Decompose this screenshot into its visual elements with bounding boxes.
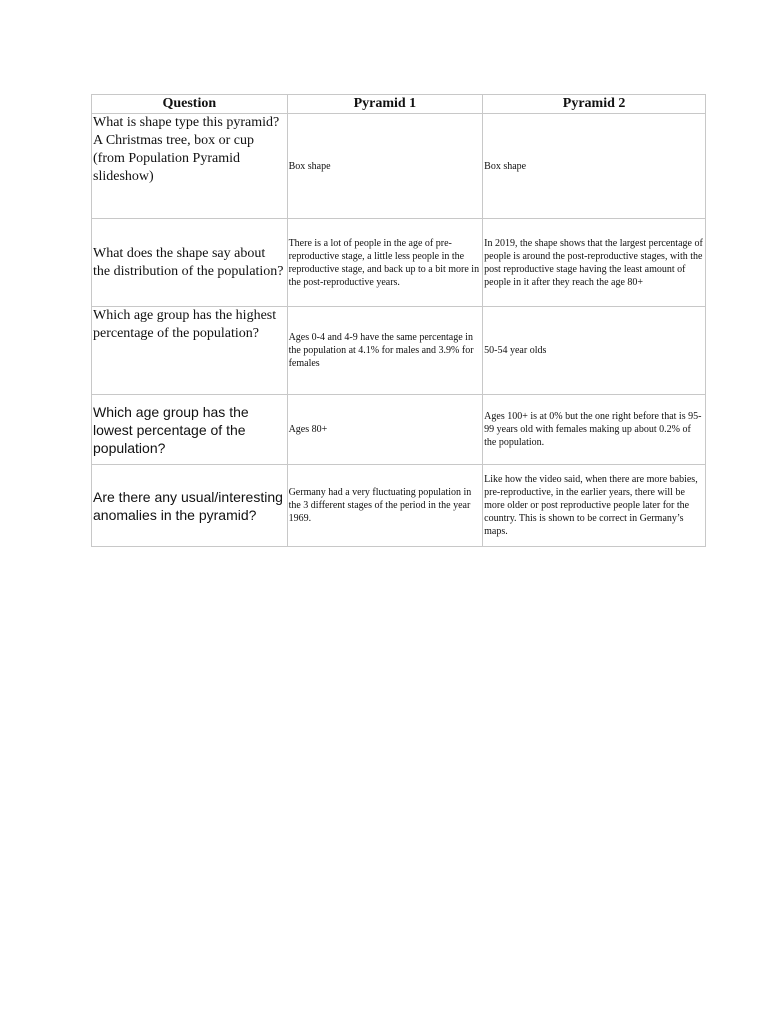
table-row xyxy=(92,219,706,307)
header-pyramid-1: Pyramid 1 xyxy=(287,95,483,114)
header-question: Question xyxy=(92,95,288,114)
pyramid-1-cell: Box shape xyxy=(287,114,483,219)
table-row xyxy=(92,465,706,547)
pyramid-1-cell: Ages 80+ xyxy=(287,395,483,465)
pyramid-2-cell: Box shape xyxy=(483,114,706,219)
table-row xyxy=(92,114,706,219)
question-cell: Which age group has the lowest percentage of the population? xyxy=(92,395,288,465)
table-header-row xyxy=(92,95,706,114)
pyramid-2-cell: Like how the video said, when there are more babies, pre-reproductive, in the earlier years, there will be more older or post reproductive people later for the country. This is shown to be correct in Germany’s maps. xyxy=(483,465,706,547)
question-cell: Are there any usual/interesting anomalies in the pyramid? xyxy=(92,465,288,547)
pyramid-1-cell: There is a lot of people in the age of pre-reproductive stage, a little less people in the reproductive stage, and back up to a bit more in the post-reproductive years. xyxy=(287,219,483,307)
question-cell: What is shape type this pyramid? A Christmas tree, box or cup (from Population Pyramid slideshow) xyxy=(92,114,288,219)
pyramid-1-cell: Ages 0-4 and 4-9 have the same percentage in the population at 4.1% for males and 3.9% for females xyxy=(287,307,483,395)
comparison-table xyxy=(91,94,706,547)
table-row xyxy=(92,307,706,395)
pyramid-2-cell: 50-54 year olds xyxy=(483,307,706,395)
pyramid-2-cell: Ages 100+ is at 0% but the one right before that is 95-99 years old with females making up about 0.2% of the population. xyxy=(483,395,706,465)
question-cell: What does the shape say about the distribution of the population? xyxy=(92,219,288,307)
question-cell: Which age group has the highest percentage of the population? xyxy=(92,307,288,395)
pyramid-2-cell: In 2019, the shape shows that the largest percentage of people is around the post-reproductive stages, with the post reproductive stage having the least amount of people in it after they reach the age 80+ xyxy=(483,219,706,307)
pyramid-1-cell: Germany had a very fluctuating population in the 3 different stages of the period in the year 1969. xyxy=(287,465,483,547)
table-row xyxy=(92,395,706,465)
header-pyramid-2: Pyramid 2 xyxy=(483,95,706,114)
